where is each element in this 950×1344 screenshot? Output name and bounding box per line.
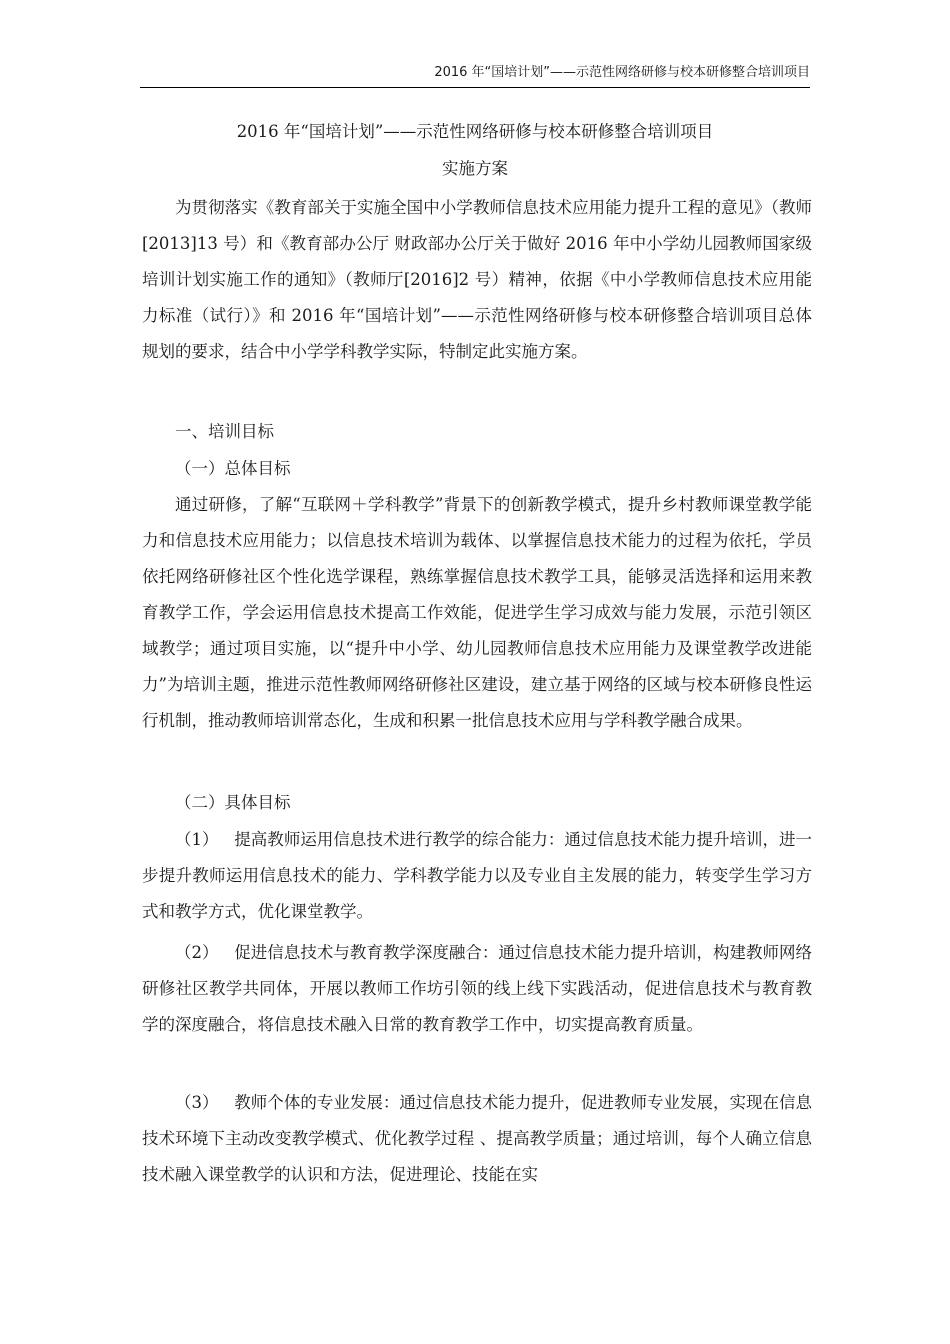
item-text: 教师个体的专业发展：通过信息技术能力提升，促进教师专业发展，实现在信息技术环境下主动改变教学模式、优化教学过程 、提高教学质量；通过培训，每个人确立信息技术融入课堂教学的认识和方法，促进理论、技能在实 <box>142 1093 813 1184</box>
header-rule <box>140 87 810 88</box>
specific-goal-item-2 <box>142 935 812 1043</box>
section-heading-training-goals: 一、培训目标 <box>175 422 274 441</box>
item-number: （2） <box>175 943 219 962</box>
item-number: （1） <box>175 830 219 849</box>
intro-paragraph: 为贯彻落实《教育部关于实施全国中小学教师信息技术应用能力提升工程的意见》（教师[2013]13 号）和《教育部办公厅 财政部办公厅关于做好 2016 年中小学幼儿园教师国家级培训计划实施工作的通知》（教师厅[2016]2 号）精神，依据《中小学教师信息技术应用能力标准（试行）》和 2016 年“国培计划”——示范性网络研修与校本研修整合培训项目总体规划的要求，结合中小学学科教学实际，特制定此实施方案。 <box>142 198 812 361</box>
specific-goal-item-1 <box>142 822 812 930</box>
item-text: 提高教师运用信息技术进行教学的综合能力：通过信息技术能力提升培训，进一步提升教师运用信息技术的能力、学科教学能力以及专业自主发展的能力，转变学生学习方式和教学方式，优化课堂教学。 <box>142 830 813 921</box>
overall-goals-paragraph: 通过研修，了解“互联网＋学科教学”背景下的创新教学模式，提升乡村教师课堂教学能力和信息技术应用能力；以信息技术培训为载体、以掌握信息技术能力的过程为依托，学员依托网络研修社区个性化选学课程，熟练掌握信息技术教学工具，能够灵活选择和运用来教育教学工作，学会运用信息技术提高工作效能，促进学生学习成效与能力发展，示范引领区域教学；通过项目实施，以“提升中小学、幼儿园教师信息技术应用能力及课堂教学改进能力”为培训主题，推进示范性教师网络研修社区建设，建立基于网络的区域与校本研修良性运行机制，推动教师培训常态化，生成和积累一批信息技术应用与学科教学融合成果。 <box>142 495 812 730</box>
document-title: 2016 年“国培计划”——示范性网络研修与校本研修整合培训项目 <box>236 122 714 141</box>
specific-goal-item-3 <box>142 1085 812 1193</box>
document-subtitle: 实施方案 <box>442 159 508 178</box>
subsection-heading-specific-goals: （二）具体目标 <box>175 793 291 812</box>
item-text: 促进信息技术与教育教学深度融合：通过信息技术能力提升培训，构建教师网络研修社区教学共同体，开展以教师工作坊引领的线上线下实践活动，促进信息技术与教育教学的深度融合，将信息技术融入日常的教育教学工作中，切实提高教育质量。 <box>142 943 813 1034</box>
item-number: （3） <box>175 1093 219 1112</box>
subsection-heading-overall-goals: （一）总体目标 <box>175 459 291 478</box>
running-header: 2016 年“国培计划”——示范性网络研修与校本研修整合培训项目 <box>434 65 810 80</box>
